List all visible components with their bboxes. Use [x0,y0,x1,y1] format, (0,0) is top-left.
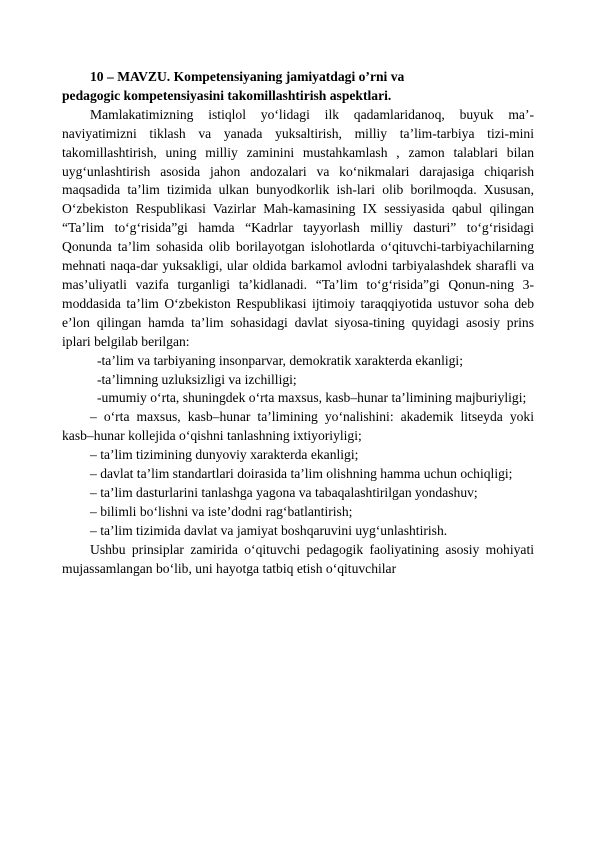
principle-item: -ta’lim va tarbiyaning insonparvar, demokratik xarakterda ekanligi; [97,352,463,368]
title-line-1: 10 – MAVZU. Kompetensiyaning jamiyatdagi o’rni va [90,69,405,84]
principle-item: -ta’limning uzluksizligi va izchilligi; [97,371,297,387]
principle-item: – ta’lim tizimining dunyoviy xarakterda ekanligi; [90,447,359,463]
principle-item: -umumiy o‘rta, shuningdek o‘rta maxsus, kasb–hunar ta’limining majburiyligi; [97,390,527,406]
title-line-2: pedagogic kompetensiyasini takomillashtirish aspektlari. [62,87,392,103]
intro-paragraph: Mamlakatimizning istiqlol yo‘lidagi ilk qadamlaridanoq, buyuk ma’-naviyatimizni tiklash va yanada yuksaltirish, milliy ta’lim-tarbiya tizi-mini takomillashtirish, uning milliy zaminini mustahkamlash , zamon talablari bilan uyg‘unlashtirish asosida jahon andozalari va ko‘nikmalari darajasiga chiqarish maqsadida ta’lim tizimida ulkan bunyodkorlik ish-lari olib borilmoqda. Xususan, O‘zbekiston Respublikasi Vazirlar Mah-kamasining IX sessiyasida qabul qilingan “Ta’lim to‘g‘risida”gi hamda “Kadrlar tayyorlash milliy dasturi” to‘g‘risidagi Qonunda ta’lim sohasida olib borilayotgan islohotlarda o‘qituvchi-tarbiyachilarning mehnati naqa-dar yuksakligi, ular oldida barkamol avlodni tarbiyalashdek sharafli va mas’uliyatli vazifa turganligi ta’kidlanadi. “Ta’lim to‘g‘risida”gi Qonun-ning 3-moddasida ta’lim O‘zbekiston Respublikasi ijtimoiy taraqqiyotida ustuvor soha deb e’lon qilingan hamda ta’lim sohasidagi davlat siyosa-tining quyidagi asosiy prins iplari belgilab berilgan: [62,106,534,349]
page-title [62,68,534,106]
principle-item: – ta’lim dasturlarini tanlashga yagona va tabaqalashtirilgan yondashuv; [90,484,478,500]
closing-paragraph: Ushbu prinsiplar zamirida o‘qituvchi pedagogik faoliyatining asosiy mohiyati mujassamlangan bo‘lib, uni hayotga tatbiq etish o‘qituvchilar [62,541,534,576]
document-page [62,68,534,578]
principle-item: – ta’lim tizimida davlat va jamiyat boshqaruvini uyg‘unlashtirish. [90,522,448,538]
principle-item: – o‘rta maxsus, kasb–hunar ta’limining yo‘nalishini: akademik litseyda yoki kasb–hunar kollejida o‘qishni tanlashning ixtiyoriyligi; [62,409,534,444]
principle-item: – davlat ta’lim standartlari doirasida ta’lim olishning hamma uchun ochiqligi; [90,466,513,482]
principle-item: – bilimli bo‘lishni va iste’dodni rag‘batlantirish; [90,503,353,519]
